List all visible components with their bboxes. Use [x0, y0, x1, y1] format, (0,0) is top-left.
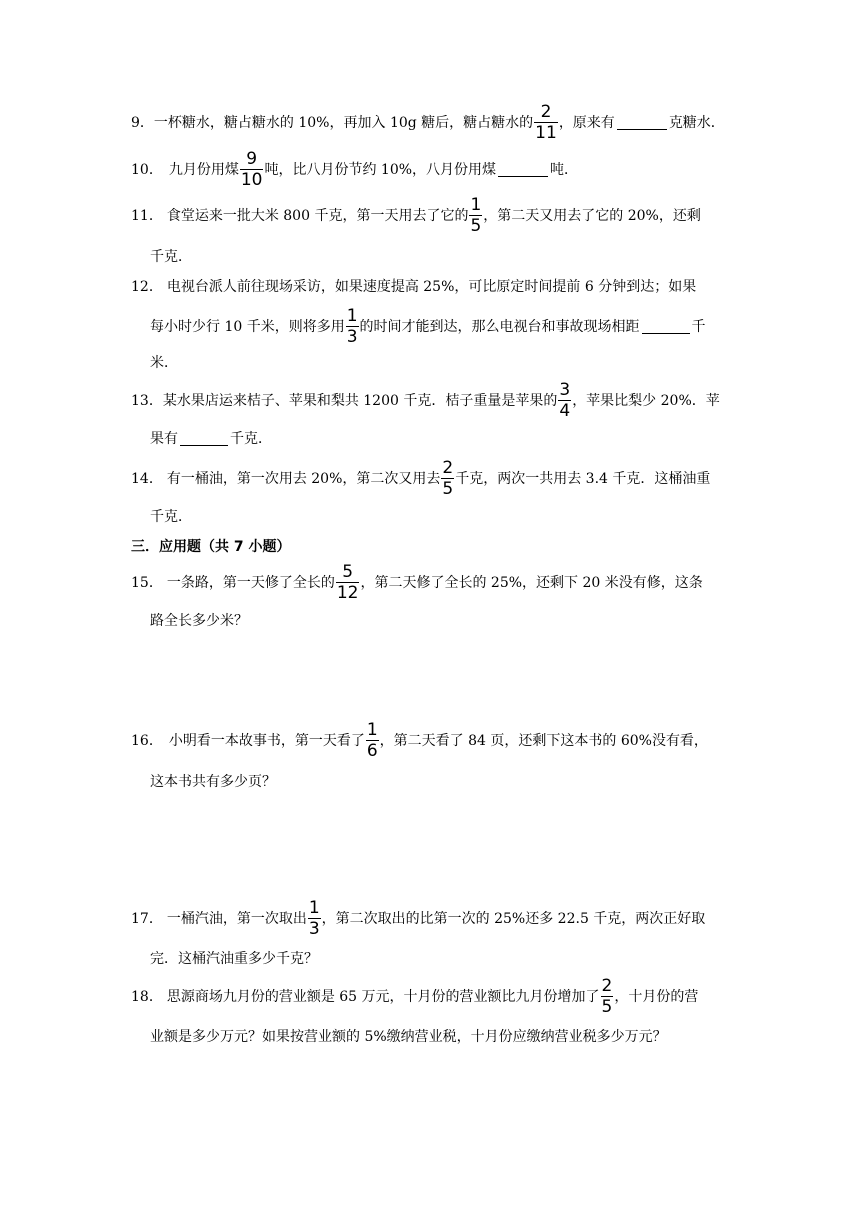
question-text: 某水果店运来桔子、苹果和梨共 1200 千克．桔子重量是苹果的 — [162, 393, 558, 409]
question-text: 路全长多少米？ — [150, 613, 248, 629]
question-12-line2 — [150, 306, 706, 346]
question-text: 千克． — [230, 431, 272, 447]
question-17-cont — [150, 938, 318, 978]
question-text: 千 — [691, 319, 706, 335]
question-10 — [131, 149, 578, 189]
question-text: 米． — [150, 355, 178, 371]
answer-blank[interactable] — [617, 115, 667, 130]
numerator: 5 — [342, 561, 354, 582]
numerator: 1 — [470, 194, 482, 215]
denominator: 11 — [535, 122, 557, 143]
numerator: 3 — [559, 379, 571, 400]
answer-blank[interactable] — [642, 319, 690, 334]
question-text: 千克． — [150, 249, 192, 265]
question-number: 15． — [131, 575, 163, 591]
question-number: 11． — [131, 208, 163, 224]
question-text: ，第二天修了全长的 25%，还剩下 20 米没有修，这条 — [360, 575, 703, 591]
question-text: 克糖水． — [668, 115, 725, 131]
question-number: 18． — [131, 989, 163, 1005]
question-18-cont — [150, 1016, 667, 1056]
question-text: 吨，比八月份节约 10%，八月份用煤 — [264, 162, 497, 178]
denominator: 10 — [240, 169, 263, 190]
question-text: 业额是多少万元？如果按营业额的 5%缴纳营业税，十月份应缴纳营业税多少万元？ — [150, 1029, 667, 1045]
question-15 — [131, 562, 703, 602]
question-text: 有一桶油，第一次用去 20%，第二次又用去 — [166, 471, 441, 487]
numerator: 2 — [442, 457, 454, 478]
fraction — [308, 899, 321, 938]
denominator: 3 — [308, 918, 320, 939]
section-heading: 三．应用题（共 7 小题） — [131, 539, 291, 555]
question-number: 12． — [131, 279, 163, 295]
question-number: 9． — [131, 115, 154, 131]
denominator: 5 — [442, 478, 454, 499]
denominator: 5 — [601, 996, 613, 1017]
question-text: 这本书共有多少页？ — [150, 774, 276, 790]
question-12-line3 — [150, 342, 178, 382]
fraction — [469, 196, 482, 235]
question-number: 16． — [131, 733, 163, 749]
denominator: 5 — [470, 215, 482, 236]
question-text: 九月份用煤 — [168, 162, 239, 178]
question-text: 每小时少行 10 千米，则将多用 — [150, 319, 345, 335]
question-text: 一桶汽油，第一次取出 — [166, 911, 307, 927]
question-18 — [131, 976, 698, 1016]
question-text: 吨． — [550, 162, 579, 178]
question-12 — [131, 266, 696, 306]
fraction — [441, 459, 454, 498]
question-text: 一杯糖水，糖占糖水的 10%，再加入 10g 糖后，糖占糖水的 — [153, 115, 534, 131]
fraction — [366, 721, 379, 760]
numerator: 2 — [540, 101, 552, 122]
question-text: 的时间才能到达，那么电视台和事故现场相距 — [359, 319, 640, 335]
question-text: 思源商场九月份的营业额是 65 万元，十月份的营业额比九月份增加了 — [166, 989, 600, 1005]
fraction — [534, 103, 558, 142]
numerator: 1 — [346, 305, 358, 326]
question-text: ，第二天看了 84 页，还剩下这本书的 60%没有看， — [379, 733, 708, 749]
denominator: 4 — [559, 400, 571, 421]
question-15-cont — [150, 600, 248, 640]
question-13-cont — [150, 418, 272, 458]
question-text: ，原来有 — [558, 115, 615, 131]
question-text: ，十月份的营 — [614, 989, 699, 1005]
fraction — [558, 381, 571, 420]
answer-blank[interactable] — [180, 431, 228, 446]
question-number: 10． — [131, 162, 163, 178]
fraction — [346, 307, 359, 346]
denominator: 12 — [336, 582, 359, 603]
numerator: 1 — [308, 897, 320, 918]
question-text: ，第二次取出的比第一次的 25%还多 22.5 千克，两次正好取 — [321, 911, 706, 927]
denominator: 3 — [346, 326, 358, 347]
question-17 — [131, 898, 705, 938]
fraction — [336, 563, 360, 602]
question-11 — [131, 195, 701, 235]
question-number: 17． — [131, 911, 163, 927]
fraction — [601, 977, 614, 1016]
numerator: 1 — [366, 719, 378, 740]
question-13 — [131, 380, 720, 420]
numerator: 9 — [246, 148, 258, 169]
question-16 — [131, 720, 708, 760]
question-text: 果有 — [150, 431, 178, 447]
fraction — [240, 150, 264, 189]
question-text: 电视台派人前往现场采访，如果速度提高 25%，可比原定时间提前 6 分钟到达；如果 — [166, 279, 697, 295]
question-16-cont — [150, 761, 276, 801]
question-text: 小明看一本故事书，第一天看了 — [168, 733, 365, 749]
question-14 — [131, 458, 710, 498]
numerator: 2 — [601, 975, 613, 996]
question-number: 14． — [131, 471, 163, 487]
question-text: ，第二天又用去了它的 20%，还剩 — [483, 208, 701, 224]
question-text: 一条路，第一天修了全长的 — [166, 575, 335, 591]
question-number: 13． — [131, 393, 163, 409]
question-text: 千克． — [150, 509, 192, 525]
question-text: ，苹果比梨少 20%．苹 — [572, 393, 720, 409]
question-text: 食堂运来一批大米 800 千克，第一天用去了它的 — [166, 208, 469, 224]
question-text: 完．这桶汽油重多少千克？ — [150, 951, 318, 967]
answer-blank[interactable] — [498, 162, 548, 177]
question-text: 千克，两次一共用去 3.4 千克．这桶油重 — [455, 471, 711, 487]
question-9 — [131, 102, 725, 142]
denominator: 6 — [366, 740, 378, 761]
